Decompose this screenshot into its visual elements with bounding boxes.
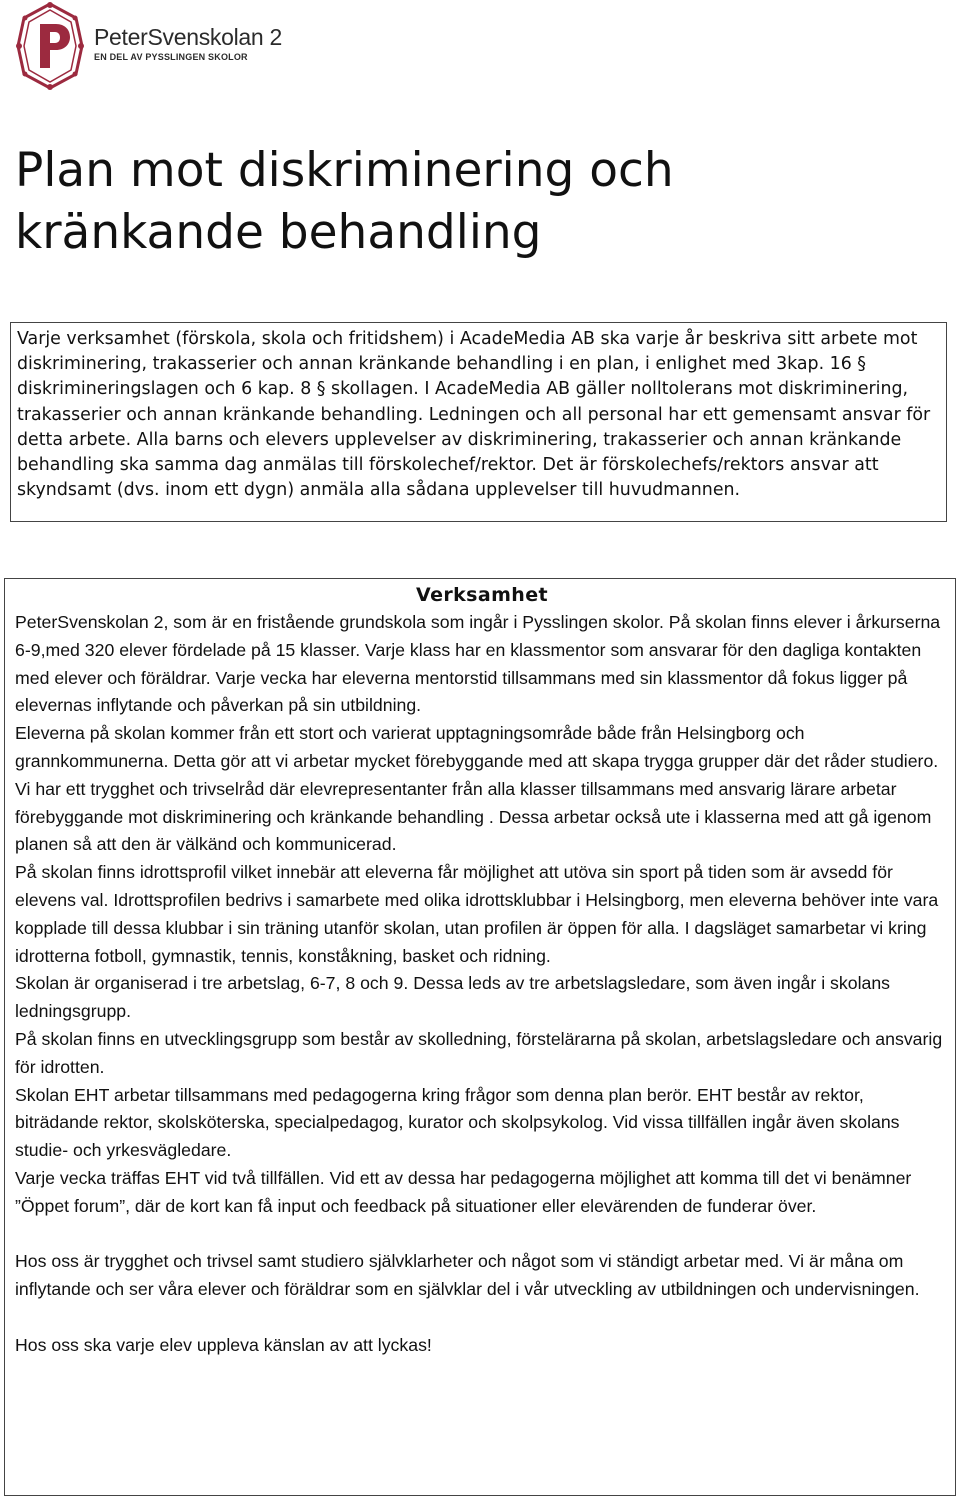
paragraph: Skolan är organiserad i tre arbetslag, 6-7, 8 och 9. Dessa leds av tre arbetslagsledare, som även ingår i skolans ledningsgrupp. — [15, 973, 891, 1022]
intro-box — [10, 322, 947, 522]
section-heading: Verksamhet — [416, 584, 548, 606]
paragraph: Varje vecka träffas EHT vid två tillfällen. Vid ett av dessa har pedagogerna möjlighet att komma till det vi benämner ”Öppet forum”, där de kort kan få input och feedback på situationer eller elevärenden de funderar över. — [15, 1167, 912, 1216]
spacer — [15, 1221, 949, 1249]
verksamhet-section — [4, 578, 956, 1496]
logo-name: PeterSvenskolan 2 — [94, 24, 282, 50]
paragraph: På skolan finns en utvecklingsgrupp som består av skolledning, förstelärarna på skolan, arbetslagsledare och ansvarig för idrotten. — [15, 1028, 943, 1077]
closing-paragraph: Hos oss ska varje elev uppleva känslan av att lyckas! — [15, 1334, 432, 1355]
spacer — [15, 1304, 949, 1332]
paragraph: På skolan finns idrottsprofil vilket innebär att eleverna får möjlighet att utöva sin sport på tiden som är avsedd för elevens val. Idrottsprofilen bedrivs i samarbete med olika idrottsklubbar i Helsingborg, men eleverna behöver inte vara kopplade till dessa klubbar i sin träning utanför skolan, utan profilen är öppen för alla. I dagsläget samarbetar vi kring idrotterna fotboll, gymnastik, tennis, konståkning, basket och ridning. — [15, 862, 939, 966]
paragraph: PeterSvenskolan 2, som är en fristående grundskola som ingår i Pysslingen skolor. På skolan finns elever i årkurserna 6-9,med 320 elever fördelade på 15 klasser. Varje klass har en klassmentor som ansvarar för den dagliga kontakten med elever och föräldrar. Varje vecka har eleverna mentorstid tillsammans med sin klassmentor då fokus ligger på elevernas inflytande och påverkan på sin utbildning. — [15, 612, 941, 716]
school-logo — [14, 0, 314, 92]
intro-text: Varje verksamhet (förskola, skola och fritidshem) i AcadeMedia AB ska varje år beskriva sitt arbete mot diskriminering, trakasserier och annan kränkande behandling i en plan, i enlighet med 3kap. 16 § diskrimineringslagen och 6 kap. 8 § skollagen. I AcadeMedia AB gäller nolltolerans mot diskriminering, trakasserier och annan kränkande behandling. Ledningen och all personal har ett gemensamt ansvar för detta arbete. Alla barns och elevers upplevelser av diskriminering, trakasserier och annan kränkande behandling ska samma dag anmälas till förskolechef/rektor. Det är förskolechefs/rektors ansvar att skyndsamt (dvs. inom ett dygn) anmäla alla sådana upplevelser till huvudmannen. — [17, 329, 931, 501]
page-title: Plan mot diskriminering och kränkande behandling — [15, 143, 674, 260]
paragraph: Hos oss är trygghet och trivsel samt studiero självklarheter och något som vi ständigt arbetar med. Vi är måna om inflytande och ser våra elever och föräldrar som en självklar del i vår utveckling av utbildningen och undervisningen. — [15, 1251, 920, 1300]
logo-emblem-icon — [14, 0, 86, 92]
paragraph: Skolan EHT arbetar tillsammans med pedagogerna kring frågor som denna plan berör. EHT består av rektor, biträdande rektor, skolsköterska, specialpedagog, kurator och skolpsykolog. Vid vissa tillfällen ingår även skolans studie- och yrkesvägledare. — [15, 1084, 900, 1161]
paragraph: Eleverna på skolan kommer från ett stort och varierat upptagningsområde både från Helsingborg och grannkommunerna. Detta gör att vi arbetar mycket förebyggande med att skapa trygga grupper där det råder studiero. Vi har ett trygghet och trivselråd där elevrepresentanter från alla klasser tillsammans med ansvarig lärare arbetar förebyggande mot diskriminering och kränkande behandling . Dessa arbetar också ute i klasserna med att gå igenom planen så att den är välkänd och kommunicerad. — [15, 723, 939, 855]
logo-tagline: EN DEL AV PYSSLINGEN SKOLOR — [94, 52, 248, 62]
